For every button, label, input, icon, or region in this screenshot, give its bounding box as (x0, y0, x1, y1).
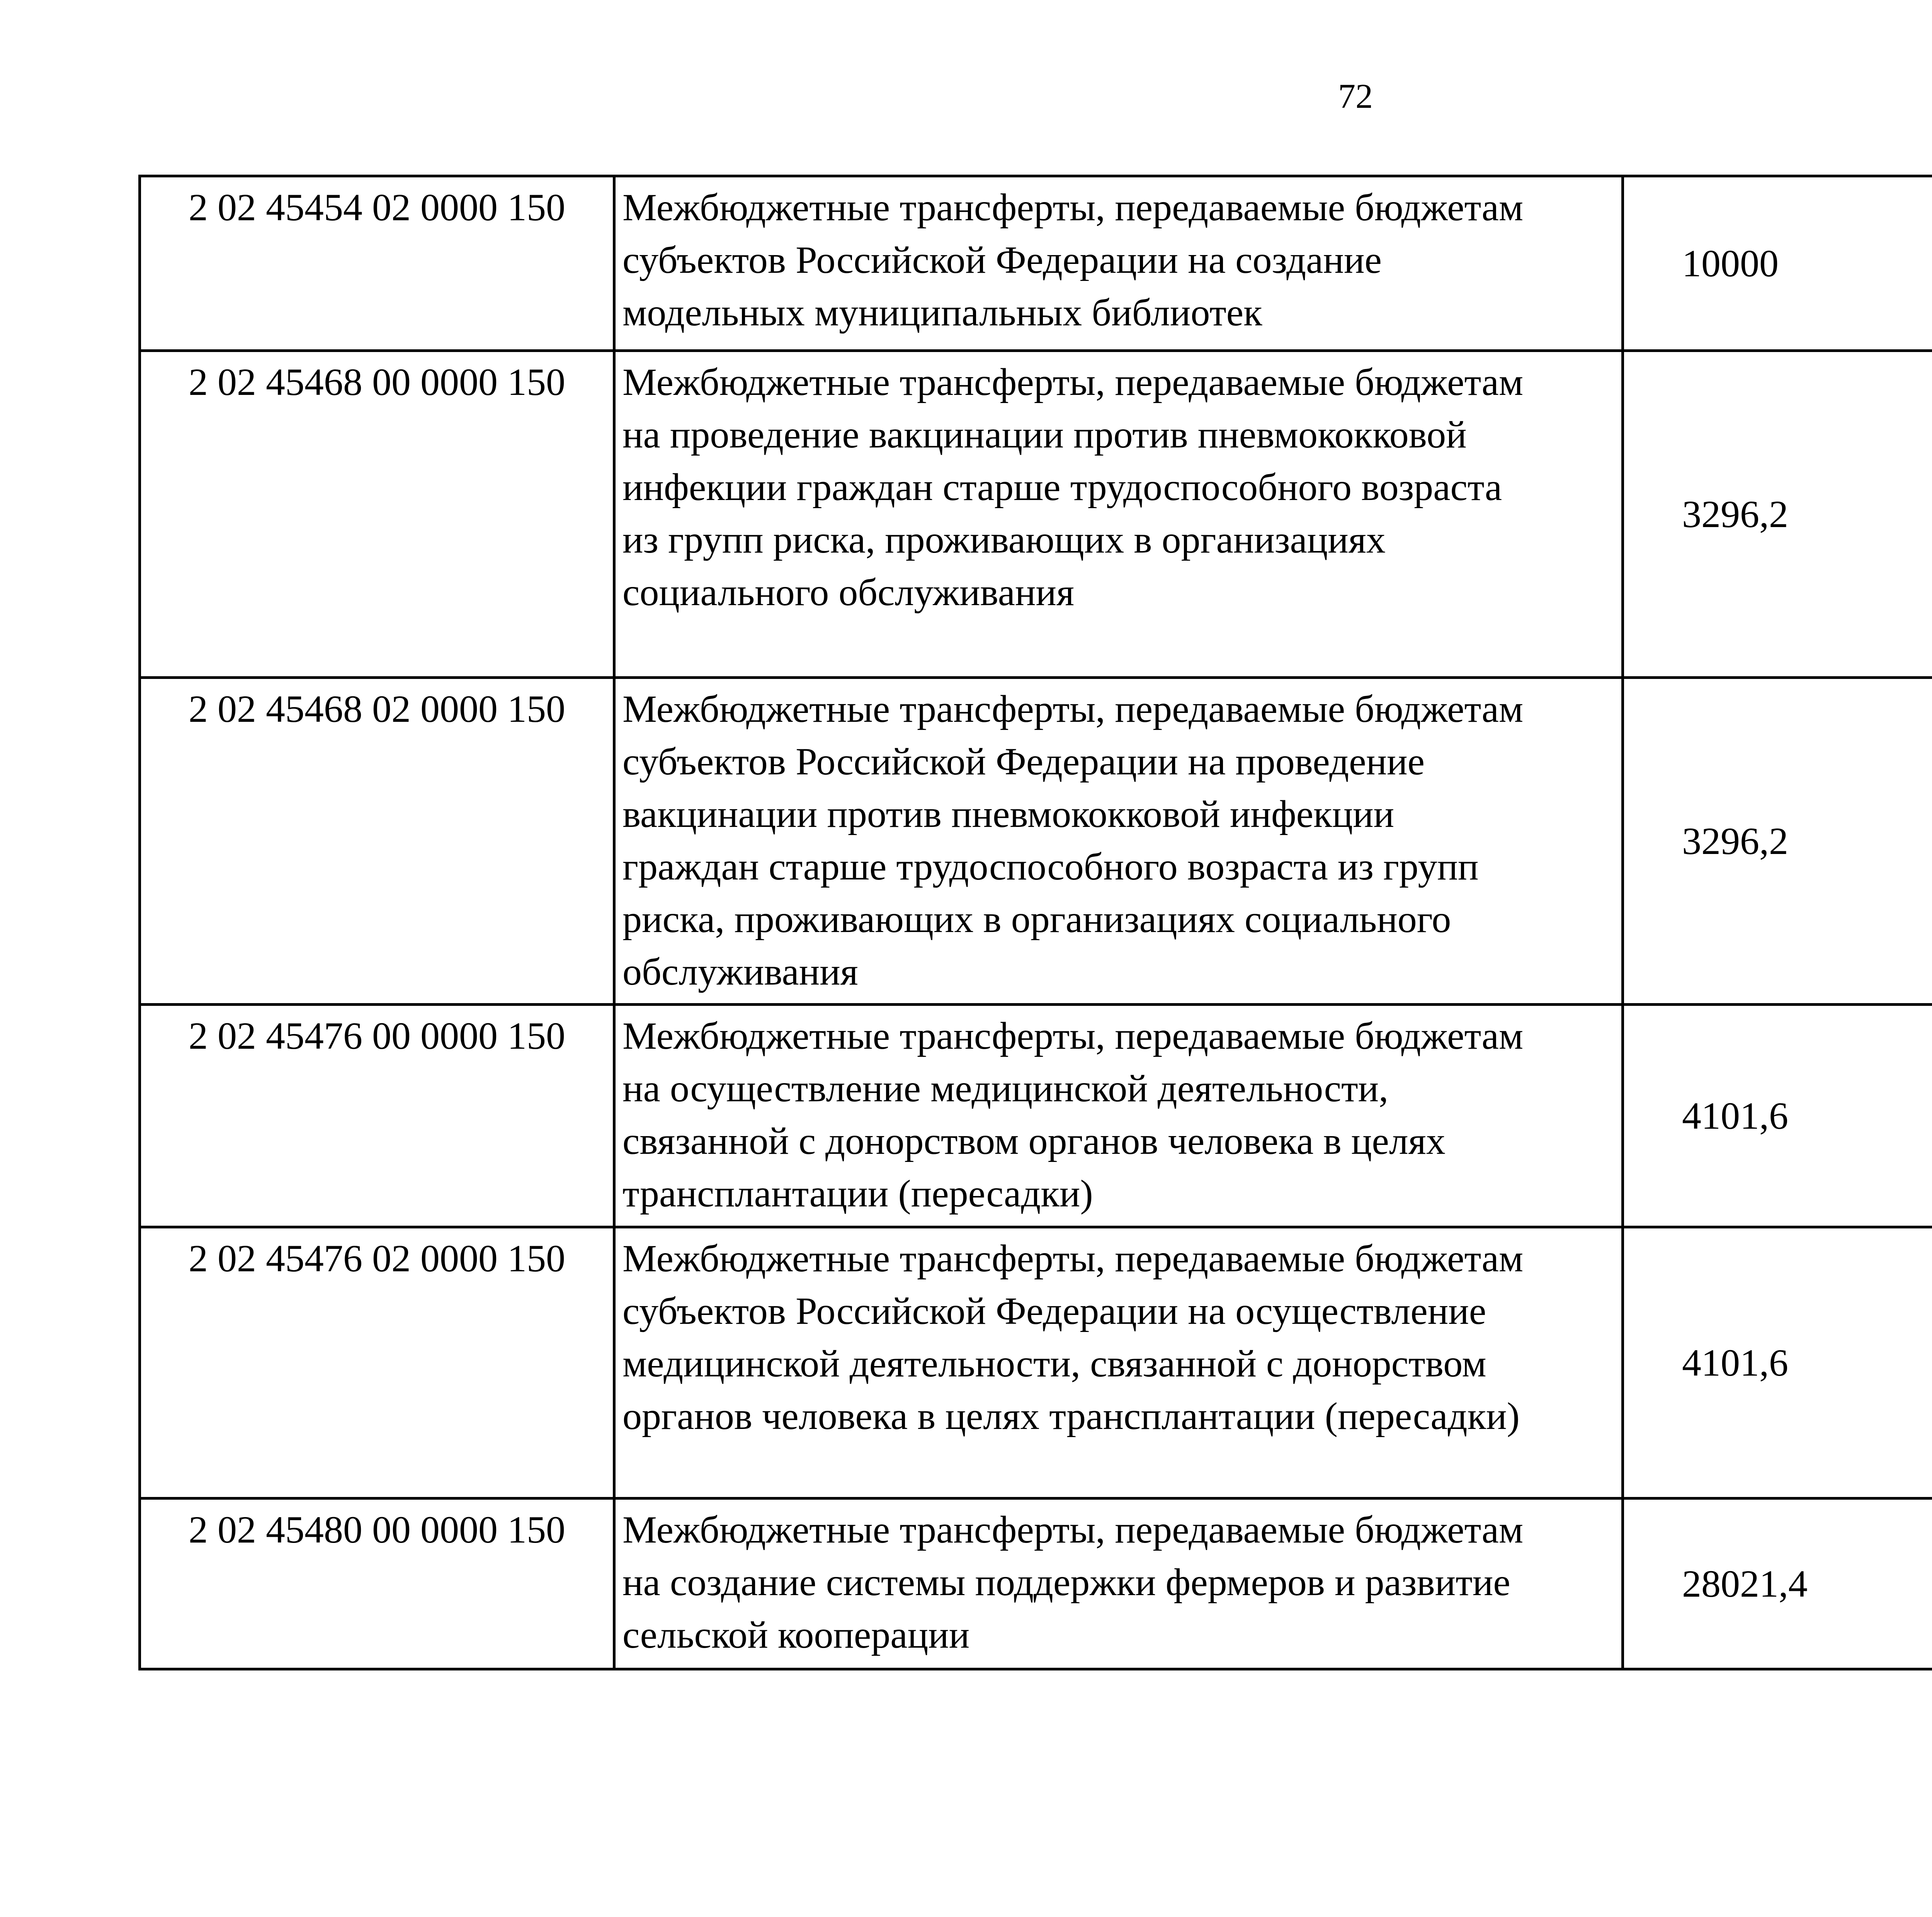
description-line: на создание системы поддержки фермеров и развитие (622, 1561, 1510, 1604)
table-row (140, 176, 1932, 351)
description-line: инфекции граждан старше трудоспособного возраста (622, 466, 1502, 509)
amount-cell-1: 28021,4 (1623, 1499, 1932, 1669)
budget-code-cell: 2 02 45454 02 0000 150 (140, 176, 614, 351)
page-number: 72 (1338, 77, 1373, 116)
description-cell (614, 1005, 1623, 1227)
table-row (140, 1005, 1932, 1227)
description-cell (614, 1499, 1623, 1669)
budget-code-cell: 2 02 45468 02 0000 150 (140, 678, 614, 1005)
description-line: Межбюджетные трансферты, передаваемые бюджетам (622, 1014, 1524, 1057)
budget-code-cell: 2 02 45476 00 0000 150 (140, 1005, 614, 1227)
description-line: обслуживания (622, 950, 858, 993)
description-line: из групп риска, проживающих в организациях (622, 518, 1386, 561)
table-row (140, 351, 1932, 678)
description-line: Межбюджетные трансферты, передаваемые бюджетам (622, 1237, 1524, 1280)
description-cell (614, 678, 1623, 1005)
budget-code-cell: 2 02 45476 02 0000 150 (140, 1227, 614, 1499)
description-line: сельской кооперации (622, 1613, 970, 1656)
amount-cell-1: 3296,2 (1623, 678, 1932, 1005)
description-line: связанной с донорством органов человека в целях (622, 1119, 1446, 1162)
description-line: субъектов Российской Федерации на осуществление (622, 1289, 1486, 1332)
description-line: вакцинации против пневмококковой инфекции (622, 793, 1395, 835)
description-line: субъектов Российской Федерации на создание (622, 238, 1382, 281)
budget-code-cell: 2 02 45468 00 0000 150 (140, 351, 614, 678)
description-cell (614, 1227, 1623, 1499)
amount-cell-1: 4101,6 (1623, 1005, 1932, 1227)
description-cell (614, 176, 1623, 351)
description-cell (614, 351, 1623, 678)
table-row (140, 1499, 1932, 1669)
table-row (140, 678, 1932, 1005)
description-line: модельных муниципальных библиотек (622, 291, 1262, 334)
description-line: Межбюджетные трансферты, передаваемые бюджетам (622, 687, 1524, 730)
amount-cell-1: 4101,6 (1623, 1227, 1932, 1499)
description-line: Межбюджетные трансферты, передаваемые бюджетам (622, 1508, 1524, 1551)
description-line: Межбюджетные трансферты, передаваемые бюджетам (622, 186, 1524, 229)
description-line: Межбюджетные трансферты, передаваемые бюджетам (622, 361, 1524, 403)
description-line: органов человека в целях трансплантации (пересадки) (622, 1395, 1520, 1437)
description-line: риска, проживающих в организациях социального (622, 898, 1451, 941)
description-line: на проведение вакцинации против пневмококковой (622, 413, 1467, 456)
description-line: медицинской деятельности, связанной с донорством (622, 1342, 1486, 1385)
budget-code-cell: 2 02 45480 00 0000 150 (140, 1499, 614, 1669)
description-line: субъектов Российской Федерации на проведение (622, 740, 1425, 783)
description-line: трансплантации (пересадки) (622, 1172, 1093, 1215)
table-row (140, 1227, 1932, 1499)
description-line: социального обслуживания (622, 571, 1074, 614)
amount-cell-1: 10000 (1623, 176, 1932, 351)
description-line: на осуществление медицинской деятельности, (622, 1067, 1389, 1110)
description-line: граждан старше трудоспособного возраста из групп (622, 845, 1479, 888)
amount-cell-1: 3296,2 (1623, 351, 1932, 678)
budget-table (138, 175, 1932, 1670)
